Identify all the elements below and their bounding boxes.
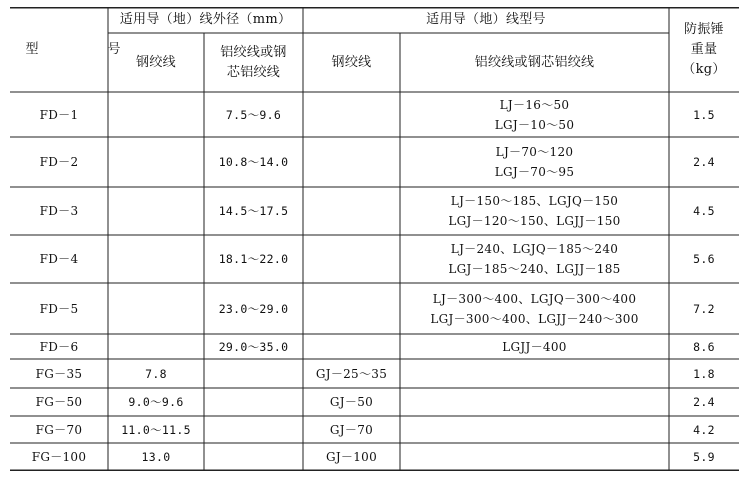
row-al-type-text: LJ－300～400、LGJQ－300～400 bbox=[432, 291, 637, 306]
row-al-diameter-text: 18.1～22.0 bbox=[218, 252, 289, 266]
row-model bbox=[10, 443, 108, 471]
row-model-text: FD－4 bbox=[39, 252, 79, 266]
row-steel-type bbox=[303, 443, 400, 471]
row-al-type-text: LGJ－70～95 bbox=[494, 165, 575, 179]
row-model-text: FG－100 bbox=[31, 450, 87, 464]
row-al-diameter-text: 14.5～17.5 bbox=[218, 204, 289, 218]
row-weight bbox=[669, 359, 739, 388]
row-al-type bbox=[400, 235, 669, 283]
row-al-type-text: LJ－150～185、LGJQ－150 bbox=[450, 194, 619, 208]
row-al-diameter-text: 7.5～9.6 bbox=[225, 107, 282, 122]
row-weight-text: 8.6 bbox=[693, 339, 715, 354]
row-steel-type-text: GJ－25～35 bbox=[315, 366, 388, 381]
row-al-type-text: LJ－240、LGJQ－185～240 bbox=[450, 242, 619, 256]
row-weight-text: 5.9 bbox=[693, 450, 715, 464]
row-al-type-text: LGJ－120～150、LGJJ－150 bbox=[448, 214, 621, 228]
row-model bbox=[10, 416, 108, 443]
row-model bbox=[10, 187, 108, 235]
row-weight-text: 2.4 bbox=[693, 395, 715, 409]
row-weight bbox=[669, 92, 739, 137]
row-model-text: FD－2 bbox=[39, 155, 79, 169]
header-model-text: 型 号 bbox=[25, 41, 149, 57]
row-steel-diameter bbox=[108, 416, 204, 443]
row-al-type bbox=[400, 92, 669, 137]
row-model-text: FG－35 bbox=[35, 366, 83, 381]
header-weight-line3: （kg） bbox=[682, 61, 726, 77]
header-al-diameter-line1: 铝绞线或钢 bbox=[220, 44, 287, 60]
header-al-diameter-line2: 芯铝绞线 bbox=[226, 64, 281, 80]
row-steel-diameter-text: 13.0 bbox=[141, 450, 171, 464]
row-weight bbox=[669, 416, 739, 443]
row-al-diameter-text: 29.0～35.0 bbox=[218, 339, 289, 354]
row-model bbox=[10, 359, 108, 388]
header-al-diameter bbox=[204, 33, 303, 92]
row-steel-type-text: GJ－100 bbox=[325, 450, 378, 464]
row-steel-type bbox=[303, 416, 400, 443]
damper-table bbox=[10, 7, 739, 471]
header-steel-diameter-text: 钢绞线 bbox=[136, 54, 176, 70]
row-al-type-text: LGJ－185～240、LGJJ－185 bbox=[448, 262, 621, 276]
header-type-group-text: 适用导（地）线型号 bbox=[426, 12, 546, 27]
row-al-type-text: LJ－70～120 bbox=[495, 145, 574, 159]
row-al-diameter bbox=[204, 334, 303, 359]
row-al-diameter bbox=[204, 92, 303, 137]
row-model-text: FG－50 bbox=[35, 395, 83, 409]
header-diameter-group bbox=[108, 7, 303, 33]
header-al-type-text: 铝绞线或钢芯铝绞线 bbox=[474, 54, 595, 70]
row-al-diameter bbox=[204, 187, 303, 235]
row-model-text: FD－5 bbox=[39, 301, 79, 316]
row-weight bbox=[669, 388, 739, 416]
row-model bbox=[10, 137, 108, 187]
row-steel-type-text: GJ－50 bbox=[329, 395, 374, 409]
row-al-type-text: LJ－16～50 bbox=[499, 97, 570, 112]
row-al-diameter bbox=[204, 137, 303, 187]
row-model-text: FD－3 bbox=[39, 204, 79, 218]
header-type-group bbox=[303, 7, 669, 33]
row-weight bbox=[669, 334, 739, 359]
row-model bbox=[10, 92, 108, 137]
row-weight bbox=[669, 137, 739, 187]
row-weight-text: 2.4 bbox=[693, 155, 715, 169]
row-steel-type bbox=[303, 359, 400, 388]
row-weight-text: 5.6 bbox=[693, 252, 715, 266]
row-steel-diameter-text: 11.0～11.5 bbox=[121, 422, 191, 437]
row-weight-text: 7.2 bbox=[693, 301, 715, 316]
row-al-type bbox=[400, 283, 669, 334]
row-al-diameter-text: 10.8～14.0 bbox=[218, 155, 289, 169]
row-steel-diameter-text: 7.8 bbox=[145, 366, 167, 381]
row-model bbox=[10, 283, 108, 334]
row-weight bbox=[669, 235, 739, 283]
row-steel-diameter bbox=[108, 443, 204, 471]
row-weight bbox=[669, 187, 739, 235]
row-model-text: FG－70 bbox=[35, 422, 83, 437]
row-steel-diameter-text: 9.0～9.6 bbox=[128, 395, 184, 409]
row-weight-text: 4.2 bbox=[693, 422, 715, 437]
row-al-diameter-text: 23.0～29.0 bbox=[218, 301, 289, 316]
row-steel-diameter bbox=[108, 388, 204, 416]
row-al-type-text: LGJ－10～50 bbox=[494, 117, 575, 132]
header-steel-type-text: 钢绞线 bbox=[331, 54, 372, 70]
header-weight-line1: 防振锤 bbox=[684, 21, 724, 37]
row-model bbox=[10, 388, 108, 416]
header-steel-diameter bbox=[108, 33, 204, 92]
row-al-type-text: LGJ－300～400、LGJJ－240～300 bbox=[430, 311, 639, 326]
header-al-type bbox=[400, 33, 669, 92]
row-weight-text: 1.8 bbox=[693, 366, 715, 381]
header-steel-type bbox=[303, 33, 400, 92]
header-weight bbox=[669, 7, 739, 92]
row-model bbox=[10, 235, 108, 283]
header-diameter-group-text: 适用导（地）线外径（mm） bbox=[119, 12, 292, 27]
row-al-diameter bbox=[204, 283, 303, 334]
row-steel-diameter bbox=[108, 359, 204, 388]
row-al-type bbox=[400, 334, 669, 359]
row-model-text: FD－6 bbox=[39, 339, 79, 354]
row-al-type bbox=[400, 187, 669, 235]
row-weight bbox=[669, 283, 739, 334]
header-weight-line2: 重量 bbox=[690, 41, 718, 57]
row-al-diameter bbox=[204, 235, 303, 283]
row-weight-text: 1.5 bbox=[693, 107, 715, 122]
row-steel-type-text: GJ－70 bbox=[329, 422, 374, 437]
row-al-type bbox=[400, 137, 669, 187]
row-al-type-text: LGJJ－400 bbox=[502, 339, 567, 354]
row-weight bbox=[669, 443, 739, 471]
row-weight-text: 4.5 bbox=[693, 204, 715, 218]
row-model bbox=[10, 334, 108, 359]
row-model-text: FD－1 bbox=[39, 107, 79, 122]
row-steel-type bbox=[303, 388, 400, 416]
